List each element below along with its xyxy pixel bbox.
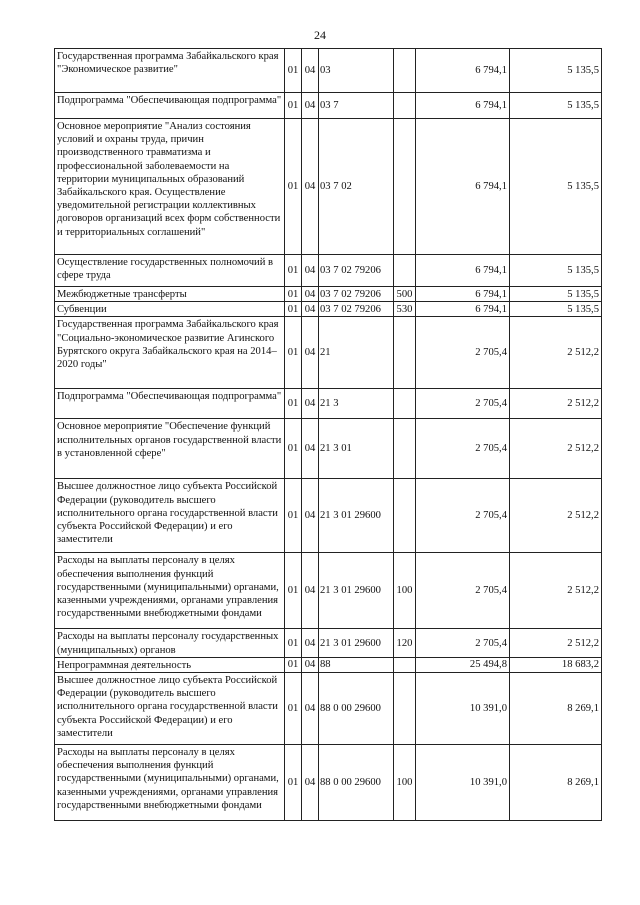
row-amount-2: 8 269,1	[510, 745, 602, 821]
row-section-code: 01	[285, 657, 302, 672]
table-row	[55, 119, 602, 255]
row-expense-type-code	[394, 119, 416, 255]
row-expense-type-code	[394, 255, 416, 287]
row-amount-1: 6 794,1	[416, 49, 510, 93]
row-amount-1: 6 794,1	[416, 255, 510, 287]
row-subsection-code: 04	[302, 479, 319, 553]
row-amount-1: 2 705,4	[416, 479, 510, 553]
row-section-code: 01	[285, 49, 302, 93]
row-amount-2: 2 512,2	[510, 389, 602, 419]
row-subsection-code: 04	[302, 49, 319, 93]
row-amount-2: 2 512,2	[510, 317, 602, 389]
row-target-article-code: 88 0 00 29600	[319, 673, 394, 745]
table-row	[55, 93, 602, 119]
row-target-article-code: 21 3 01	[319, 419, 394, 479]
row-name: Основное мероприятие "Обеспечение функций исполнительных органов государственной власти в установленной сфере"	[55, 419, 285, 479]
budget-table-body	[55, 49, 602, 821]
row-name: Расходы на выплаты персоналу государственных (муниципальных) органов	[55, 629, 285, 657]
row-section-code: 01	[285, 302, 302, 317]
row-amount-2: 5 135,5	[510, 49, 602, 93]
row-section-code: 01	[285, 255, 302, 287]
row-subsection-code: 04	[302, 93, 319, 119]
row-amount-1: 10 391,0	[416, 673, 510, 745]
row-name: Подпрограмма "Обеспечивающая подпрограмма"	[55, 389, 285, 419]
row-name: Высшее должностное лицо субъекта Российской Федерации (руководитель высшего исполнительного органа государственной власти субъекта Российской Федерации) и его заместители	[55, 479, 285, 553]
row-target-article-code: 03 7 02 79206	[319, 255, 394, 287]
row-target-article-code: 21 3 01 29600	[319, 629, 394, 657]
row-section-code: 01	[285, 119, 302, 255]
row-target-article-code: 03	[319, 49, 394, 93]
row-subsection-code: 04	[302, 389, 319, 419]
row-subsection-code: 04	[302, 657, 319, 672]
row-name: Расходы на выплаты персоналу в целях обеспечения выполнения функций государственными (муниципальными) органами, казенными учреждениями, органами управления государственными внебюджетными фондами	[55, 553, 285, 629]
row-section-code: 01	[285, 389, 302, 419]
row-amount-2: 2 512,2	[510, 479, 602, 553]
row-expense-type-code: 530	[394, 302, 416, 317]
table-row	[55, 389, 602, 419]
row-name: Основное мероприятие "Анализ состояния условий и охраны труда, причин производственного травматизма и профессиональной заболеваемости на территории муниципальных образований Забайкальского края. Осуществление уведомительной регистрации коллективных договоров организаций всех форм собственности и территориальных соглашений"	[55, 119, 285, 255]
row-expense-type-code	[394, 419, 416, 479]
row-subsection-code: 04	[302, 255, 319, 287]
row-subsection-code: 04	[302, 317, 319, 389]
row-expense-type-code	[394, 93, 416, 119]
row-target-article-code: 03 7 02 79206	[319, 287, 394, 302]
row-subsection-code: 04	[302, 119, 319, 255]
row-name: Осуществление государственных полномочий в сфере труда	[55, 255, 285, 287]
row-amount-2: 18 683,2	[510, 657, 602, 672]
row-amount-2: 8 269,1	[510, 673, 602, 745]
row-expense-type-code	[394, 479, 416, 553]
row-target-article-code: 88 0 00 29600	[319, 745, 394, 821]
row-target-article-code: 88	[319, 657, 394, 672]
row-name: Государственная программа Забайкальского края "Социально-экономическое развитие Агинского Бурятского округа Забайкальского края на 2014–2020 годы"	[55, 317, 285, 389]
row-amount-2: 2 512,2	[510, 419, 602, 479]
row-amount-1: 6 794,1	[416, 119, 510, 255]
row-amount-2: 5 135,5	[510, 302, 602, 317]
row-subsection-code: 04	[302, 419, 319, 479]
row-amount-1: 2 705,4	[416, 553, 510, 629]
row-target-article-code: 21	[319, 317, 394, 389]
row-target-article-code: 03 7 02 79206	[319, 302, 394, 317]
budget-table	[54, 48, 602, 821]
row-expense-type-code	[394, 49, 416, 93]
table-row	[55, 419, 602, 479]
table-row	[55, 317, 602, 389]
row-section-code: 01	[285, 419, 302, 479]
row-target-article-code: 03 7	[319, 93, 394, 119]
row-target-article-code: 21 3 01 29600	[319, 553, 394, 629]
row-amount-1: 2 705,4	[416, 389, 510, 419]
row-amount-1: 25 494,8	[416, 657, 510, 672]
row-name: Межбюджетные трансферты	[55, 287, 285, 302]
row-expense-type-code	[394, 317, 416, 389]
row-amount-2: 5 135,5	[510, 255, 602, 287]
row-amount-1: 6 794,1	[416, 302, 510, 317]
row-amount-1: 10 391,0	[416, 745, 510, 821]
table-row	[55, 255, 602, 287]
row-section-code: 01	[285, 629, 302, 657]
row-amount-2: 5 135,5	[510, 287, 602, 302]
row-amount-1: 6 794,1	[416, 287, 510, 302]
row-subsection-code: 04	[302, 553, 319, 629]
row-subsection-code: 04	[302, 302, 319, 317]
row-name: Подпрограмма "Обеспечивающая подпрограмма"	[55, 93, 285, 119]
table-row	[55, 673, 602, 745]
table-row	[55, 479, 602, 553]
table-row	[55, 745, 602, 821]
row-name: Непрограммная деятельность	[55, 657, 285, 672]
row-target-article-code: 21 3 01 29600	[319, 479, 394, 553]
table-row	[55, 657, 602, 672]
table-row	[55, 49, 602, 93]
row-section-code: 01	[285, 553, 302, 629]
row-amount-1: 2 705,4	[416, 629, 510, 657]
row-expense-type-code: 500	[394, 287, 416, 302]
row-section-code: 01	[285, 93, 302, 119]
row-amount-1: 6 794,1	[416, 93, 510, 119]
row-target-article-code: 03 7 02	[319, 119, 394, 255]
row-expense-type-code	[394, 657, 416, 672]
row-amount-2: 2 512,2	[510, 629, 602, 657]
row-section-code: 01	[285, 673, 302, 745]
row-target-article-code: 21 3	[319, 389, 394, 419]
row-expense-type-code: 120	[394, 629, 416, 657]
row-subsection-code: 04	[302, 287, 319, 302]
row-name: Государственная программа Забайкальского края "Экономическое развитие"	[55, 49, 285, 93]
row-name: Высшее должностное лицо субъекта Российской Федерации (руководитель высшего исполнительного органа государственной власти субъекта Российской Федерации) и его заместители	[55, 673, 285, 745]
row-amount-2: 2 512,2	[510, 553, 602, 629]
row-amount-2: 5 135,5	[510, 119, 602, 255]
row-subsection-code: 04	[302, 629, 319, 657]
table-row	[55, 553, 602, 629]
table-row	[55, 629, 602, 657]
row-amount-1: 2 705,4	[416, 317, 510, 389]
row-section-code: 01	[285, 745, 302, 821]
row-section-code: 01	[285, 317, 302, 389]
row-subsection-code: 04	[302, 673, 319, 745]
row-section-code: 01	[285, 287, 302, 302]
row-amount-2: 5 135,5	[510, 93, 602, 119]
row-expense-type-code: 100	[394, 553, 416, 629]
row-expense-type-code: 100	[394, 745, 416, 821]
table-row	[55, 287, 602, 302]
row-amount-1: 2 705,4	[416, 419, 510, 479]
row-expense-type-code	[394, 389, 416, 419]
row-subsection-code: 04	[302, 745, 319, 821]
row-expense-type-code	[394, 673, 416, 745]
row-section-code: 01	[285, 479, 302, 553]
row-name: Расходы на выплаты персоналу в целях обеспечения выполнения функций государственными (муниципальными) органами, казенными учреждениями, органами управления государственными внебюджетными фондами	[55, 745, 285, 821]
page-number: 24	[314, 28, 326, 42]
row-name: Субвенции	[55, 302, 285, 317]
table-row	[55, 302, 602, 317]
